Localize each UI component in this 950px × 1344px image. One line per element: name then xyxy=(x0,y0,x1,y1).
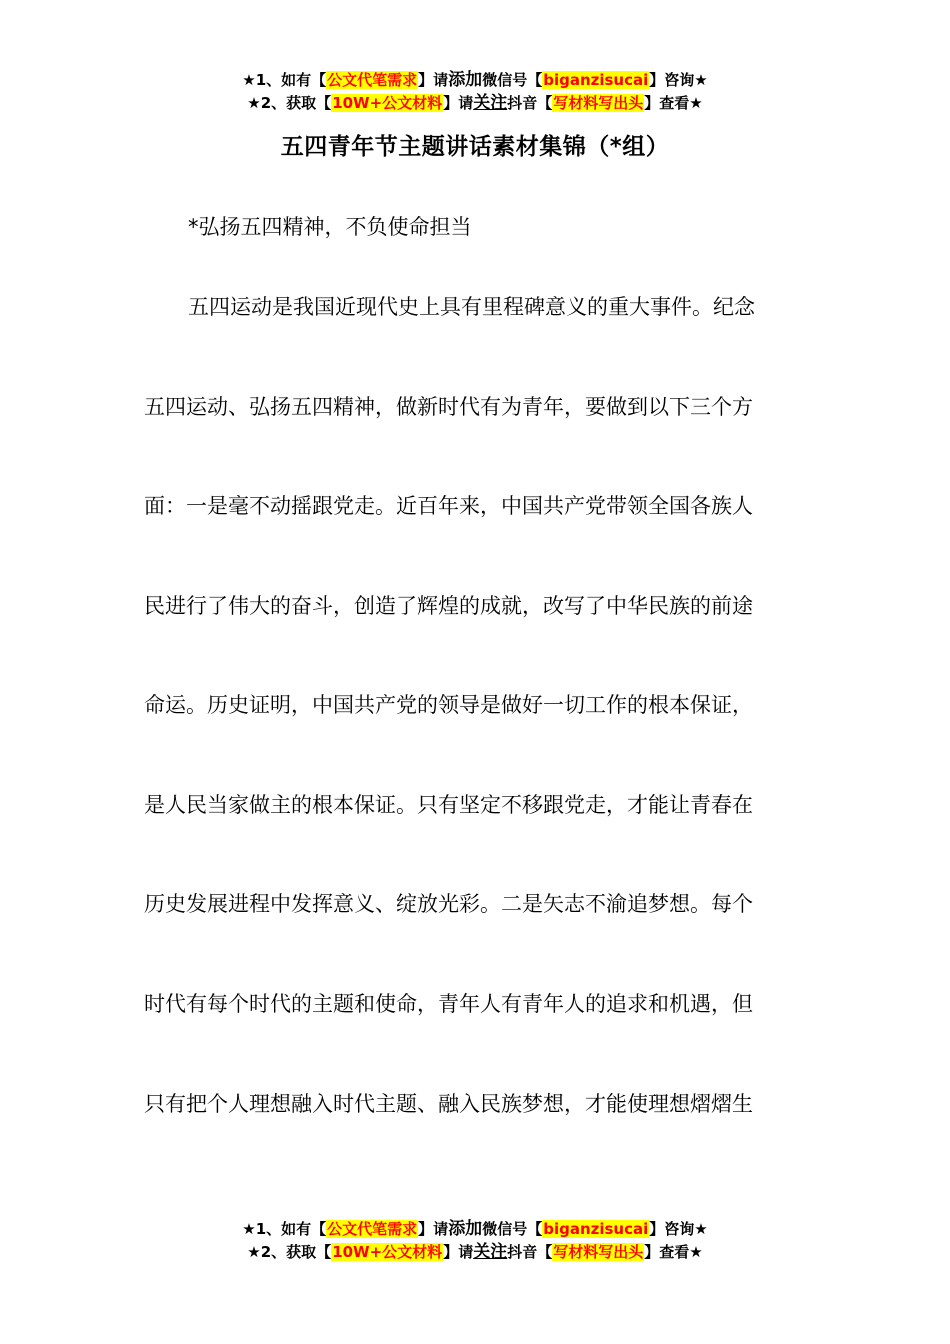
promo-highlight-wechat-id: biganzisucai xyxy=(543,71,649,89)
promo-suffix: 】咨询★ xyxy=(649,1220,708,1238)
promo-prefix: ★1、如有【 xyxy=(242,71,327,89)
promo-emphasis: 关注 xyxy=(473,1242,508,1262)
paragraph-line: 命运。历史证明，中国共产党的领导是做好一切工作的根本保证， xyxy=(144,693,753,717)
promo-prefix: ★2、获取【 xyxy=(247,1243,332,1261)
promo-emphasis: 关注 xyxy=(473,93,508,113)
promo-highlight-service: 公文代笔需求 xyxy=(327,71,418,89)
promo-text: 】请 xyxy=(443,1243,474,1261)
promo-highlight-douyin-id: 写材料写出头 xyxy=(553,1243,644,1261)
promo-line-1 xyxy=(0,69,950,92)
promo-prefix: ★1、如有【 xyxy=(242,1220,327,1238)
paragraph-line: 面：一是毫不动摇跟党走。近百年来，中国共产党带领全国各族人 xyxy=(144,494,753,518)
promo-suffix: 】查看★ xyxy=(644,94,703,112)
promo-highlight-douyin-id: 写材料写出头 xyxy=(553,94,644,112)
document-title: 五四青年节主题讲话素材集锦（*组） xyxy=(280,134,670,160)
promo-highlight-materials: 10W+公文材料 xyxy=(332,1243,443,1261)
promo-highlight-materials: 10W+公文材料 xyxy=(332,94,443,112)
paragraph-line: 历史发展进程中发挥意义、绽放光彩。二是矢志不渝追梦想。每个 xyxy=(144,892,753,916)
promo-text: 】请 xyxy=(443,94,474,112)
promo-suffix: 】咨询★ xyxy=(649,71,708,89)
section-heading: *弘扬五四精神，不负使命担当 xyxy=(188,215,472,239)
paragraph-line: 民进行了伟大的奋斗，创造了辉煌的成就，改写了中华民族的前途 xyxy=(144,594,753,618)
promo-text: 微信号【 xyxy=(482,71,543,89)
promo-emphasis: 添加 xyxy=(448,1219,483,1239)
top-promo-banner xyxy=(0,69,950,115)
promo-text: 抖音【 xyxy=(507,1243,553,1261)
bottom-promo-banner xyxy=(0,1218,950,1264)
paragraph-line: 是人民当家做主的根本保证。只有坚定不移跟党走，才能让青春在 xyxy=(144,793,753,817)
promo-text: 抖音【 xyxy=(507,94,553,112)
promo-text: 微信号【 xyxy=(482,1220,543,1238)
promo-line-2 xyxy=(0,92,950,115)
promo-highlight-service: 公文代笔需求 xyxy=(327,1220,418,1238)
promo-prefix: ★2、获取【 xyxy=(247,94,332,112)
promo-line-2 xyxy=(0,1241,950,1264)
paragraph-line: 只有把个人理想融入时代主题、融入民族梦想，才能使理想熠熠生 xyxy=(144,1092,753,1116)
promo-line-1 xyxy=(0,1218,950,1241)
promo-highlight-wechat-id: biganzisucai xyxy=(543,1220,649,1238)
paragraph-line: 时代有每个时代的主题和使命，青年人有青年人的追求和机遇，但 xyxy=(144,992,753,1016)
promo-text: 】请 xyxy=(418,1220,449,1238)
promo-suffix: 】查看★ xyxy=(644,1243,703,1261)
paragraph-line: 五四运动是我国近现代史上具有里程碑意义的重大事件。纪念 xyxy=(188,295,755,319)
promo-emphasis: 添加 xyxy=(448,70,483,90)
promo-text: 】请 xyxy=(418,71,449,89)
paragraph-line: 五四运动、弘扬五四精神，做新时代有为青年，要做到以下三个方 xyxy=(144,395,753,419)
